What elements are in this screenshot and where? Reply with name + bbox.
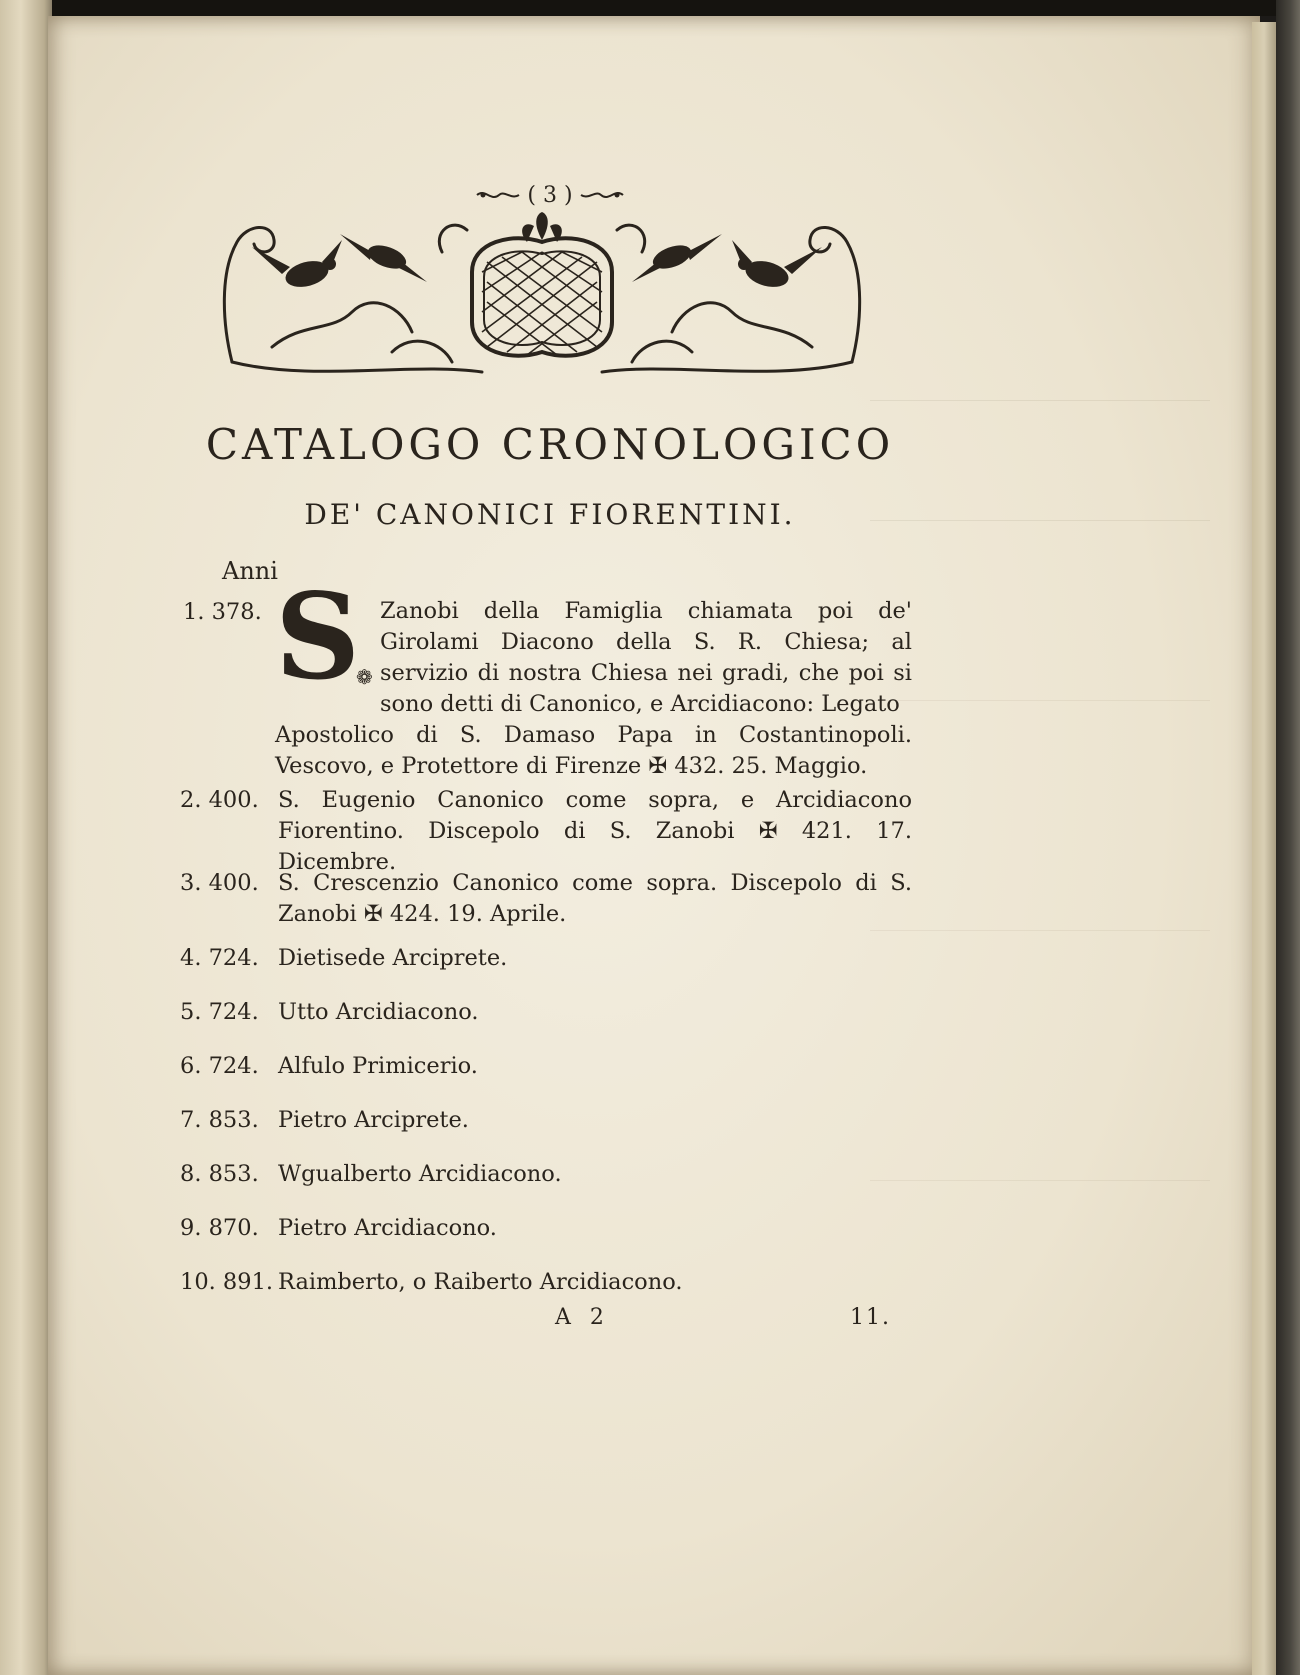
catchword: 11.	[850, 1305, 891, 1330]
entry-text: Wgualberto Arcidiacono.	[278, 1161, 562, 1187]
entry-text: Pietro Arcidiacono.	[278, 1215, 497, 1241]
page-number	[470, 180, 630, 210]
drop-cap: S	[275, 567, 361, 706]
entry-number: 3. 400.	[180, 870, 259, 896]
entry-text: S. Eugenio Canonico come sopra, e Arcidiacono Fiorentino. Discepolo di S. Zanobi ✠ 421. 17. Dicembre.	[278, 787, 912, 875]
entry-number: 9. 870.	[180, 1215, 259, 1241]
ornamental-headpiece-icon	[212, 212, 872, 384]
entry-number: 10. 891.	[180, 1269, 274, 1295]
entry-text: Utto Arcidiacono.	[278, 999, 479, 1025]
entry-number: 4. 724.	[180, 945, 259, 971]
entry-text: Zanobi della Famiglia chiamata poi de' Girolami Diacono della S. R. Chiesa; al servizio di nostra Chiesa nei gradi, che poi si sono detti di Canonico, e Arcidiacono: Legato	[380, 598, 912, 717]
list-item	[180, 1213, 912, 1244]
scan-border-right	[1276, 0, 1300, 1675]
entry-text-continued: Apostolico di S. Damaso Papa in Costantinopoli. Vescovo, e Protettore di Firenze ✠ 432. 25. Maggio.	[275, 722, 912, 779]
page-edge	[1252, 22, 1276, 1675]
entry-number: 1. 378.	[183, 599, 262, 625]
page-subtitle: DE' CANONICI FIORENTINI.	[304, 498, 796, 531]
list-item	[180, 997, 912, 1028]
scan-border-top	[0, 0, 1300, 16]
entry-number: 7. 853.	[180, 1107, 259, 1133]
list-item	[180, 1267, 912, 1298]
entry-text: Dietisede Arciprete.	[278, 945, 508, 971]
list-item	[180, 1105, 912, 1136]
entry-text: Raimberto, o Raiberto Arcidiacono.	[278, 1269, 683, 1295]
book-spine	[0, 0, 52, 1675]
entry-number: 6. 724.	[180, 1053, 259, 1079]
entry-number: 8. 853.	[180, 1161, 259, 1187]
list-item	[180, 1051, 912, 1082]
fleuron-icon: ❁	[356, 665, 373, 689]
flourish-right-icon	[579, 188, 625, 202]
entry-text: Alfulo Primicerio.	[278, 1053, 478, 1079]
list-item	[180, 943, 912, 974]
page-title: CATALOGO CRONOLOGICO	[205, 420, 895, 469]
entry-number: 5. 724.	[180, 999, 259, 1025]
flourish-left-icon	[475, 188, 521, 202]
entry-text: S. Crescenzio Canonico come sopra. Discepolo di S. Zanobi ✠ 424. 19. Aprile.	[278, 870, 912, 927]
signature-mark: A 2	[555, 1305, 610, 1330]
page-number-text: ( 3 )	[527, 182, 573, 208]
years-column-label: Anni	[222, 557, 278, 585]
list-item	[180, 868, 912, 930]
entry-text: Pietro Arciprete.	[278, 1107, 469, 1133]
list-item	[180, 785, 912, 878]
list-item	[180, 1159, 912, 1190]
entry-number: 2. 400.	[180, 787, 259, 813]
